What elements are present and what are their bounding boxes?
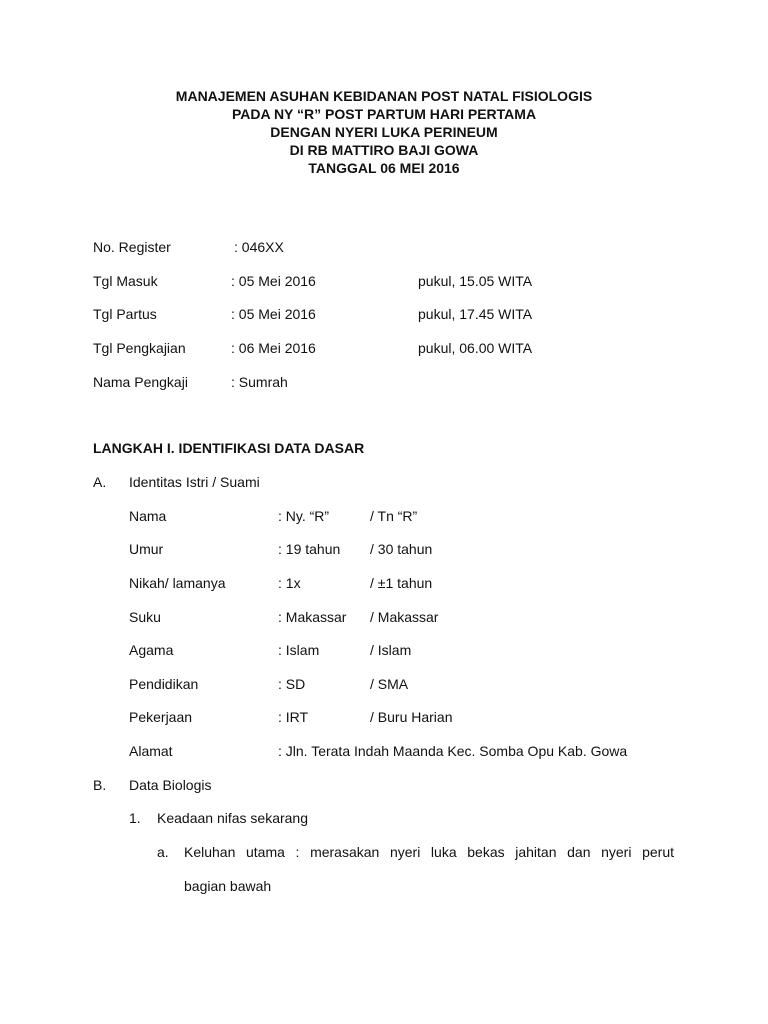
- title-line: PADA NY “R” POST PARTUM HARI PERTAMA: [231, 106, 537, 122]
- identity-istri: : Makassar: [278, 609, 347, 625]
- info-value-register: : 046XX: [234, 239, 284, 255]
- identity-suami: / SMA: [370, 676, 409, 692]
- identity-label: Nama: [129, 508, 167, 524]
- identity-suami: / Islam: [370, 642, 412, 658]
- title-line: MANAJEMEN ASUHAN KEBIDANAN POST NATAL FISIOLOGIS: [175, 88, 593, 104]
- identity-suami: / Buru Harian: [370, 709, 453, 725]
- identity-istri: : 1x: [278, 575, 301, 591]
- identity-label: Nikah/ lamanya: [129, 575, 226, 591]
- identity-suami: / Makassar: [370, 609, 439, 625]
- identity-label: Umur: [129, 541, 164, 557]
- section-b-marker: B.: [93, 777, 107, 793]
- identity-istri: : IRT: [278, 709, 309, 725]
- info-label-pengkaji: Nama Pengkaji: [93, 374, 188, 390]
- info-value-partus: : 05 Mei 2016: [231, 306, 316, 322]
- info-value-pengkaji: : Sumrah: [231, 374, 288, 390]
- info-label-pengkajian: Tgl Pengkajian: [93, 340, 186, 356]
- identity-istri: : Jln. Terata Indah Maanda Kec. Somba Opu Kab. Gowa: [278, 743, 628, 759]
- keluhan-utama-line: Keluhan utama : merasakan nyeri luka bekas jahitan dan nyeri perut: [184, 844, 674, 860]
- section-a-marker: A.: [93, 474, 107, 490]
- identity-istri: : Islam: [278, 642, 320, 658]
- info-label-partus: Tgl Partus: [93, 306, 157, 322]
- identity-label: Agama: [129, 642, 174, 658]
- title-line: DI RB MATTIRO BAJI GOWA: [289, 142, 479, 158]
- identity-label: Pekerjaan: [129, 709, 193, 725]
- info-label-register: No. Register: [93, 239, 171, 255]
- identity-label: Pendidikan: [129, 676, 199, 692]
- identity-suami: / ±1 tahun: [370, 575, 433, 591]
- section-b-title: Data Biologis: [129, 777, 212, 793]
- title-line: DENGAN NYERI LUKA PERINEUM: [270, 124, 498, 140]
- identity-label: Alamat: [129, 743, 173, 759]
- info-label-masuk: Tgl Masuk: [93, 273, 158, 289]
- title-line: TANGGAL 06 MEI 2016: [308, 160, 460, 176]
- identity-istri: : 19 tahun: [278, 541, 341, 557]
- identity-suami: / 30 tahun: [370, 541, 433, 557]
- keluhan-utama-continuation: bagian bawah: [184, 878, 272, 894]
- info-time-masuk: pukul, 15.05 WITA: [418, 273, 533, 289]
- info-time-pengkajian: pukul, 06.00 WITA: [418, 340, 533, 356]
- step1-heading: LANGKAH I. IDENTIFIKASI DATA DASAR: [93, 440, 365, 456]
- sub-a-marker: a.: [157, 844, 169, 860]
- identity-label: Suku: [129, 609, 161, 625]
- identity-istri: : SD: [278, 676, 306, 692]
- section-a-title: Identitas Istri / Suami: [129, 474, 260, 490]
- identity-suami: / Tn “R”: [370, 508, 418, 524]
- item-1-marker: 1.: [129, 810, 141, 826]
- info-value-pengkajian: : 06 Mei 2016: [231, 340, 316, 356]
- identity-istri: : Ny. “R”: [278, 508, 330, 524]
- info-time-partus: pukul, 17.45 WITA: [418, 306, 533, 322]
- document-title: [0, 87, 768, 177]
- item-1-title: Keadaan nifas sekarang: [157, 810, 308, 826]
- info-value-masuk: : 05 Mei 2016: [231, 273, 316, 289]
